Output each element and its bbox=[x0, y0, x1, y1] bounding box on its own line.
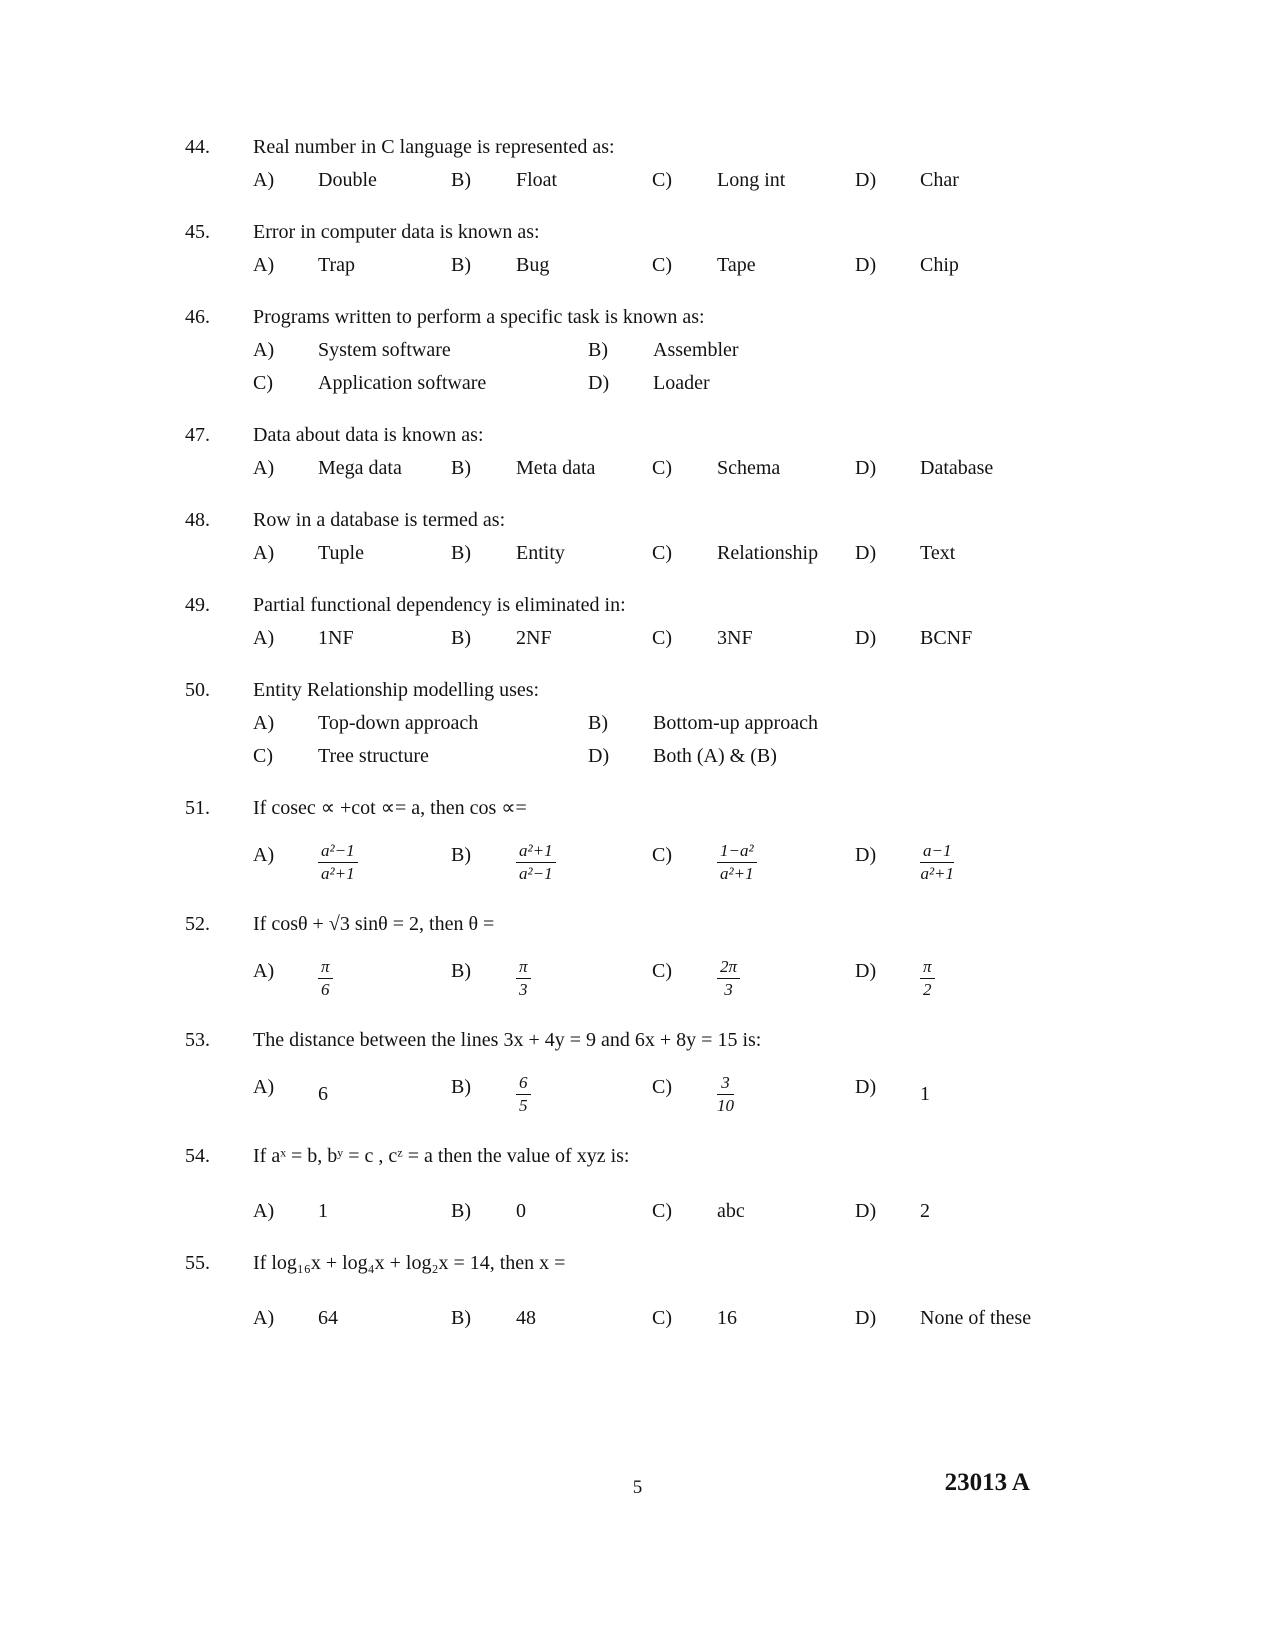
question-text: Row in a database is termed as: bbox=[253, 509, 506, 531]
option-a bbox=[253, 334, 588, 367]
question-text: Real number in C language is represented as: bbox=[253, 136, 615, 158]
option-c bbox=[652, 452, 855, 485]
option-label: C) bbox=[253, 745, 273, 767]
fraction bbox=[920, 841, 954, 884]
question-number: 55. bbox=[185, 1252, 210, 1274]
option-label: C) bbox=[652, 1307, 672, 1329]
option-label: B) bbox=[451, 844, 471, 866]
question-number: 51. bbox=[185, 797, 210, 819]
option-a bbox=[253, 249, 451, 282]
question-52 bbox=[185, 908, 1205, 1005]
option-text: 2 bbox=[920, 1200, 930, 1222]
fraction bbox=[717, 841, 757, 884]
option-label: A) bbox=[253, 254, 275, 276]
option-label: C) bbox=[652, 457, 672, 479]
fraction-denominator: 3 bbox=[724, 979, 733, 999]
option-text: Bottom-up approach bbox=[653, 712, 818, 734]
fraction-numerator: 1−a² bbox=[717, 841, 757, 863]
option-label: A) bbox=[253, 1076, 275, 1098]
question-text: If aˣ = b, bʸ = c , cᶻ = a then the value of xyz is: bbox=[253, 1145, 630, 1167]
question-text: If cosec ∝ +cot ∝= a, then cos ∝= bbox=[253, 797, 527, 819]
option-label: D) bbox=[855, 960, 877, 982]
option-c bbox=[652, 1195, 855, 1228]
question-55 bbox=[185, 1247, 1205, 1335]
question-number: 50. bbox=[185, 679, 210, 701]
option-label: B) bbox=[451, 169, 471, 191]
question-53 bbox=[185, 1024, 1205, 1121]
fraction bbox=[318, 841, 358, 884]
option-label: B) bbox=[451, 542, 471, 564]
option-label: A) bbox=[253, 712, 275, 734]
fraction bbox=[516, 1073, 531, 1116]
fraction-denominator: a²+1 bbox=[920, 863, 955, 883]
option-text: Chip bbox=[920, 254, 959, 276]
question-text: If log₁₆x + log₄x + log₂x = 14, then x = bbox=[253, 1252, 566, 1274]
question-number: 47. bbox=[185, 424, 210, 446]
option-b bbox=[451, 622, 652, 655]
option-text: 1 bbox=[318, 1200, 328, 1222]
question-text: Programs written to perform a specific task is known as: bbox=[253, 306, 705, 328]
option-label: C) bbox=[652, 844, 672, 866]
question-45 bbox=[185, 216, 1205, 282]
option-a bbox=[253, 839, 451, 885]
option-b bbox=[451, 452, 652, 485]
question-number: 54. bbox=[185, 1145, 210, 1167]
question-number: 53. bbox=[185, 1029, 210, 1051]
option-text: Char bbox=[920, 169, 959, 191]
option-text: None of these bbox=[920, 1307, 1032, 1329]
option-label: C) bbox=[652, 627, 672, 649]
question-54 bbox=[185, 1140, 1205, 1228]
option-c bbox=[253, 367, 588, 400]
option-a bbox=[253, 622, 451, 655]
fraction-denominator: a²−1 bbox=[519, 863, 553, 883]
option-text: Assembler bbox=[653, 339, 739, 361]
option-d bbox=[588, 740, 1205, 773]
option-b bbox=[451, 164, 652, 197]
fraction bbox=[717, 1073, 734, 1116]
option-b bbox=[588, 707, 1205, 740]
option-a bbox=[253, 452, 451, 485]
question-48 bbox=[185, 504, 1205, 570]
option-label: D) bbox=[855, 1200, 877, 1222]
option-c bbox=[652, 537, 855, 570]
fraction-denominator: a²+1 bbox=[720, 863, 754, 883]
option-label: C) bbox=[652, 1200, 672, 1222]
option-text: Entity bbox=[516, 542, 565, 564]
question-number: 49. bbox=[185, 594, 210, 616]
option-text: Trap bbox=[318, 254, 356, 276]
option-label: A) bbox=[253, 1200, 275, 1222]
fraction-numerator: π bbox=[920, 957, 935, 979]
question-number: 45. bbox=[185, 221, 210, 243]
option-text: Double bbox=[318, 169, 377, 191]
option-label: B) bbox=[451, 627, 471, 649]
fraction-numerator: 3 bbox=[717, 1073, 734, 1095]
question-44 bbox=[185, 131, 1205, 197]
fraction-denominator: 2 bbox=[923, 979, 932, 999]
option-text: Float bbox=[516, 169, 558, 191]
option-text: Both (A) & (B) bbox=[653, 745, 777, 767]
option-label: C) bbox=[652, 542, 672, 564]
fraction bbox=[920, 957, 935, 1000]
option-c bbox=[652, 164, 855, 197]
option-label: B) bbox=[451, 254, 471, 276]
question-46 bbox=[185, 301, 1205, 400]
question-text: Data about data is known as: bbox=[253, 424, 484, 446]
question-49 bbox=[185, 589, 1205, 655]
option-d bbox=[855, 1195, 1205, 1228]
option-text: 1 bbox=[920, 1082, 930, 1105]
option-text: Tree structure bbox=[318, 745, 429, 767]
option-label: D) bbox=[855, 1307, 877, 1329]
option-label: C) bbox=[652, 254, 672, 276]
option-text: 2NF bbox=[516, 627, 552, 649]
option-d bbox=[855, 1302, 1205, 1335]
option-label: D) bbox=[855, 627, 877, 649]
option-text: abc bbox=[717, 1200, 745, 1222]
option-label: C) bbox=[652, 960, 672, 982]
option-text: Relationship bbox=[717, 542, 819, 564]
paper-code: 23013 A bbox=[944, 1469, 1030, 1496]
option-b bbox=[451, 839, 652, 885]
option-text: Schema bbox=[717, 457, 781, 479]
option-label: A) bbox=[253, 627, 275, 649]
option-text: 3NF bbox=[717, 627, 753, 649]
option-label: B) bbox=[451, 1200, 471, 1222]
page-number: 5 bbox=[632, 1477, 643, 1498]
option-label: A) bbox=[253, 960, 275, 982]
option-text: Meta data bbox=[516, 457, 596, 479]
option-label: B) bbox=[588, 339, 608, 361]
question-text: The distance between the lines 3x + 4y = 9 and 6x + 8y = 15 is: bbox=[253, 1029, 762, 1051]
fraction-denominator: 10 bbox=[717, 1095, 734, 1115]
option-label: D) bbox=[855, 1076, 877, 1098]
option-c bbox=[652, 955, 855, 1001]
option-label: D) bbox=[855, 844, 877, 866]
fraction-numerator: π bbox=[516, 957, 531, 979]
option-text: Tape bbox=[717, 254, 756, 276]
option-label: C) bbox=[652, 169, 672, 191]
option-d bbox=[855, 452, 1205, 485]
option-c bbox=[652, 249, 855, 282]
option-label: B) bbox=[451, 1076, 471, 1098]
question-number: 46. bbox=[185, 306, 210, 328]
question-47 bbox=[185, 419, 1205, 485]
question-number: 52. bbox=[185, 913, 210, 935]
option-text: Long int bbox=[717, 169, 786, 191]
option-a bbox=[253, 955, 451, 1001]
option-text: 6 bbox=[318, 1082, 328, 1105]
questions-area bbox=[185, 131, 1205, 1354]
option-label: A) bbox=[253, 844, 275, 866]
option-a bbox=[253, 707, 588, 740]
option-label: A) bbox=[253, 542, 275, 564]
option-label: A) bbox=[253, 1307, 275, 1329]
option-d bbox=[855, 164, 1205, 197]
option-text: Mega data bbox=[318, 457, 402, 479]
option-a bbox=[253, 1302, 451, 1335]
option-label: D) bbox=[588, 372, 610, 394]
fraction bbox=[717, 957, 740, 1000]
option-label: B) bbox=[451, 457, 471, 479]
option-label: D) bbox=[588, 745, 610, 767]
option-label: B) bbox=[451, 960, 471, 982]
option-a bbox=[253, 164, 451, 197]
option-text: BCNF bbox=[920, 627, 973, 649]
option-label: A) bbox=[253, 169, 275, 191]
question-text: Error in computer data is known as: bbox=[253, 221, 540, 243]
option-d bbox=[588, 367, 1205, 400]
option-c bbox=[652, 839, 855, 885]
option-d bbox=[855, 537, 1205, 570]
option-b bbox=[451, 1071, 652, 1117]
fraction bbox=[516, 841, 556, 884]
option-d bbox=[855, 249, 1205, 282]
option-c bbox=[652, 1071, 855, 1117]
option-b bbox=[588, 334, 1205, 367]
question-51 bbox=[185, 792, 1205, 889]
option-text: Application software bbox=[318, 372, 487, 394]
option-text: 1NF bbox=[318, 627, 354, 649]
option-text: Database bbox=[920, 457, 994, 479]
option-b bbox=[451, 1195, 652, 1228]
option-text: Loader bbox=[653, 372, 710, 394]
fraction bbox=[516, 957, 531, 1000]
option-label: A) bbox=[253, 457, 275, 479]
option-label: B) bbox=[588, 712, 608, 734]
fraction-numerator: π bbox=[318, 957, 333, 979]
option-text: Text bbox=[920, 542, 956, 564]
fraction-denominator: 3 bbox=[519, 979, 528, 999]
option-text: Top-down approach bbox=[318, 712, 479, 734]
fraction-numerator: 2π bbox=[717, 957, 740, 979]
option-c bbox=[652, 1302, 855, 1335]
option-text: 48 bbox=[516, 1307, 536, 1329]
option-text: Bug bbox=[516, 254, 550, 276]
question-text: Partial functional dependency is eliminated in: bbox=[253, 594, 626, 616]
option-d bbox=[855, 622, 1205, 655]
question-text: If cosθ + √3 sinθ = 2, then θ = bbox=[253, 913, 495, 935]
fraction-numerator: a²+1 bbox=[516, 841, 556, 863]
question-text: Entity Relationship modelling uses: bbox=[253, 679, 540, 701]
option-label: D) bbox=[855, 254, 877, 276]
option-d bbox=[855, 1071, 1205, 1117]
fraction-denominator: a²+1 bbox=[321, 863, 355, 883]
option-text: 64 bbox=[318, 1307, 338, 1329]
option-text: 16 bbox=[717, 1307, 737, 1329]
option-label: B) bbox=[451, 1307, 471, 1329]
fraction-denominator: 6 bbox=[321, 979, 330, 999]
option-a bbox=[253, 1071, 451, 1117]
fraction-numerator: a−1 bbox=[920, 841, 954, 863]
option-label: D) bbox=[855, 457, 877, 479]
question-number: 48. bbox=[185, 509, 210, 531]
option-label: D) bbox=[855, 169, 877, 191]
option-label: C) bbox=[253, 372, 273, 394]
question-50 bbox=[185, 674, 1205, 773]
option-b bbox=[451, 537, 652, 570]
option-a bbox=[253, 537, 451, 570]
question-number: 44. bbox=[185, 136, 210, 158]
option-b bbox=[451, 249, 652, 282]
option-text: Tuple bbox=[318, 542, 364, 564]
fraction-denominator: 5 bbox=[519, 1095, 528, 1115]
option-c bbox=[253, 740, 588, 773]
fraction-numerator: 6 bbox=[516, 1073, 531, 1095]
option-c bbox=[652, 622, 855, 655]
fraction bbox=[318, 957, 333, 1000]
option-label: A) bbox=[253, 339, 275, 361]
option-b bbox=[451, 1302, 652, 1335]
option-b bbox=[451, 955, 652, 1001]
option-label: C) bbox=[652, 1076, 672, 1098]
fraction-numerator: a²−1 bbox=[318, 841, 358, 863]
option-d bbox=[855, 839, 1205, 885]
option-d bbox=[855, 955, 1205, 1001]
option-label: D) bbox=[855, 542, 877, 564]
option-a bbox=[253, 1195, 451, 1228]
option-text: 0 bbox=[516, 1200, 526, 1222]
option-text: System software bbox=[318, 339, 451, 361]
